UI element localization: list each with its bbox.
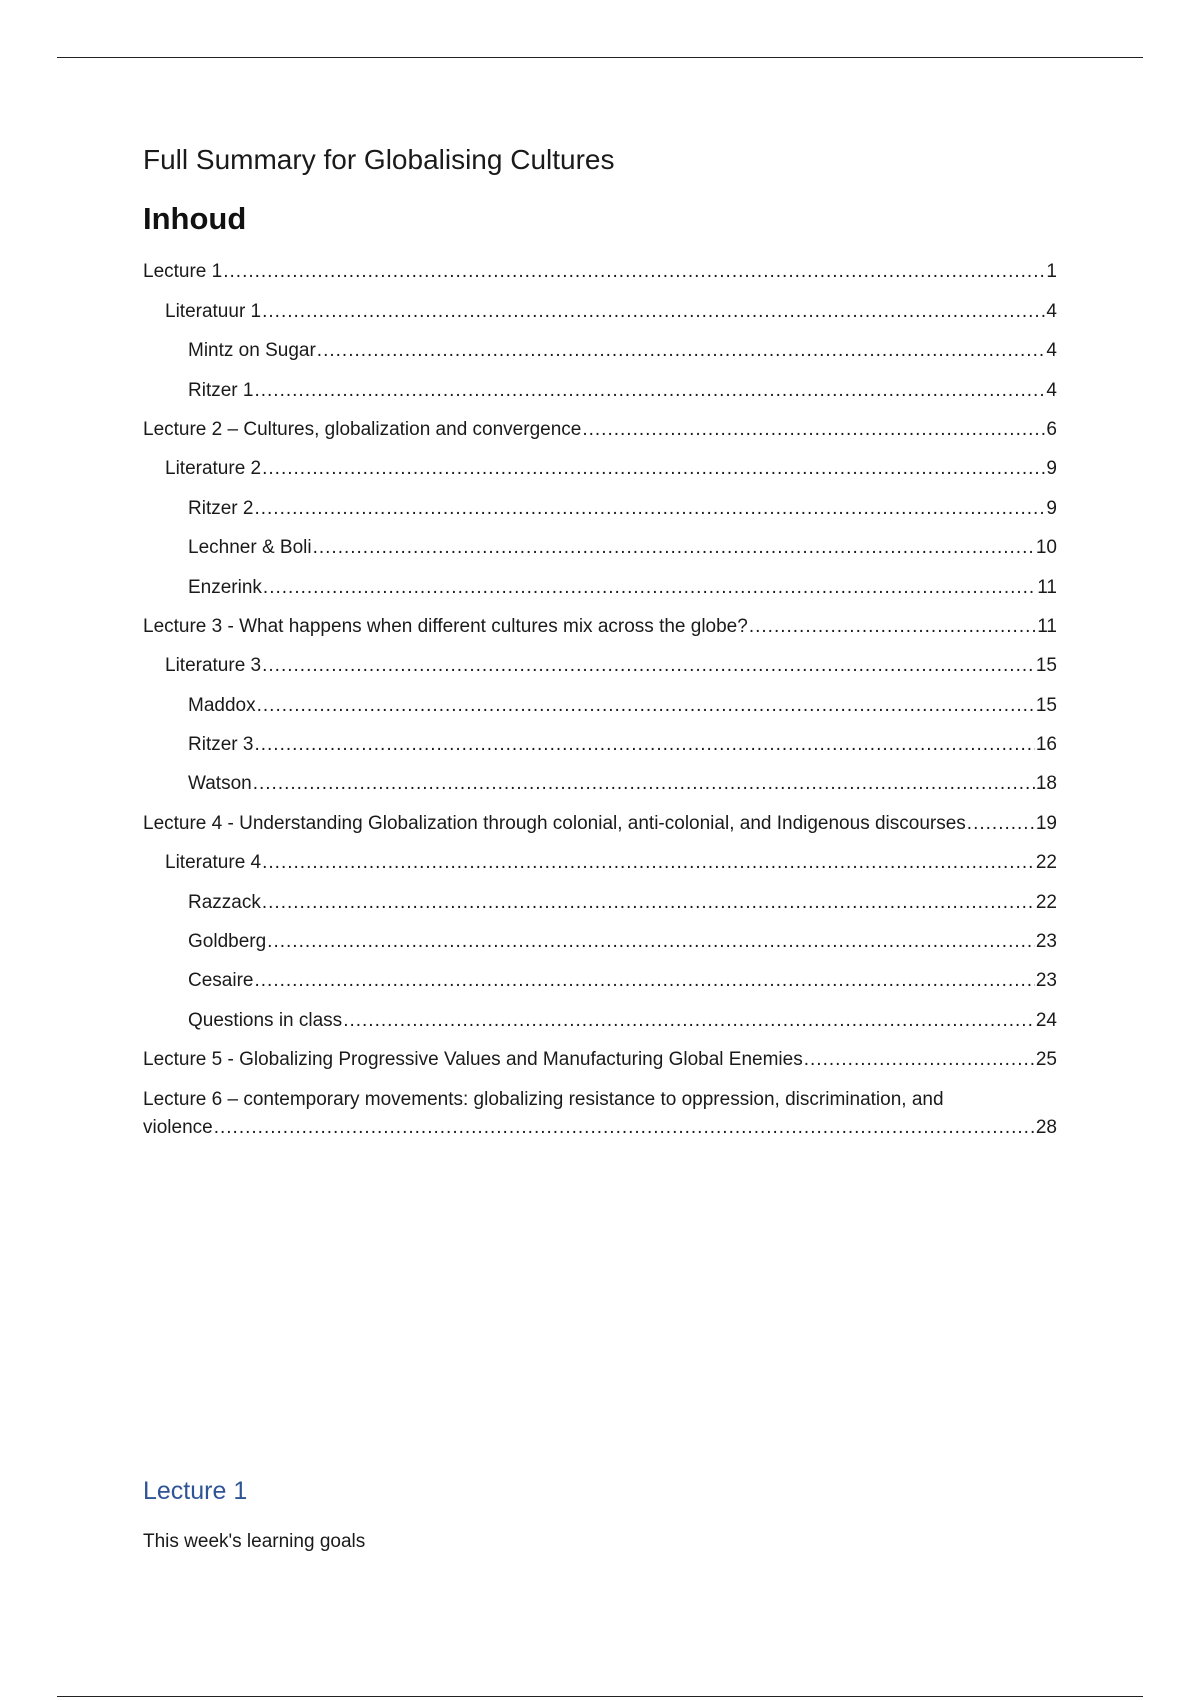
toc-entry[interactable] — [143, 837, 1057, 876]
toc-entry[interactable] — [143, 404, 1057, 443]
toc-entry-title: Ritzer 1 — [188, 379, 254, 401]
toc-leader — [749, 614, 1036, 640]
document-title: Full Summary for Globalising Cultures — [143, 144, 615, 175]
section-heading-lecture-1: Lecture 1 — [143, 1477, 248, 1505]
toc-entry-page: 9 — [1046, 497, 1057, 519]
toc-entry-page: 11 — [1037, 615, 1057, 637]
toc-leader — [257, 693, 1035, 719]
toc-leader — [263, 575, 1036, 601]
body-paragraph: This week's learning goals — [143, 1531, 366, 1552]
toc-entry[interactable] — [143, 679, 1057, 718]
toc-entry[interactable] — [143, 955, 1057, 994]
toc-leader — [313, 535, 1035, 561]
toc-leader — [262, 850, 1035, 876]
toc-entry-title: Ritzer 2 — [188, 497, 254, 519]
toc-entry[interactable] — [143, 561, 1057, 600]
toc-entry-page: 9 — [1046, 458, 1057, 480]
toc-entry-title: Lecture 2 – Cultures, globalization and convergence — [143, 418, 582, 440]
toc-entry-title: Literature 3 — [165, 655, 262, 677]
toc-leader — [254, 732, 1034, 758]
toc-entry[interactable] — [143, 482, 1057, 521]
toc-entry-page: 28 — [1035, 1117, 1057, 1139]
toc-entry-page: 11 — [1037, 576, 1057, 598]
toc-leader — [267, 929, 1035, 955]
toc-entry-page: 4 — [1046, 379, 1057, 401]
toc-leader — [262, 299, 1045, 325]
toc-heading: Inhoud — [143, 201, 247, 236]
toc-leader — [582, 417, 1045, 443]
toc-leader — [967, 811, 1035, 837]
toc-entry-title: Lecture 5 - Globalizing Progressive Values and Manufacturing Global Enemies — [143, 1049, 803, 1071]
toc-entry[interactable] — [143, 1073, 1057, 1142]
toc-entry[interactable] — [143, 797, 1057, 836]
toc-entry[interactable] — [143, 522, 1057, 561]
toc-leader — [254, 378, 1045, 404]
toc-entry[interactable] — [143, 758, 1057, 797]
toc-entry[interactable] — [143, 876, 1057, 915]
toc-leader — [262, 653, 1035, 679]
toc-leader — [262, 456, 1045, 482]
toc-leader — [254, 496, 1045, 522]
toc-entry-title: Literature 4 — [165, 852, 262, 874]
toc-leader — [262, 890, 1035, 916]
toc-entry-page: 6 — [1046, 418, 1057, 440]
toc-entry-page: 25 — [1035, 1049, 1057, 1071]
toc-entry[interactable] — [143, 601, 1057, 640]
toc-entry-title: Goldberg — [188, 931, 267, 953]
toc-entry-page: 16 — [1035, 734, 1057, 756]
toc-entry-title: Literatuur 1 — [165, 300, 262, 322]
toc-entry-page: 18 — [1035, 773, 1057, 795]
toc-entry-page: 19 — [1035, 812, 1057, 834]
toc-entry-page: 23 — [1035, 931, 1057, 953]
toc-entry-page: 15 — [1035, 694, 1057, 716]
toc-entry-title: Maddox — [188, 694, 256, 716]
toc-entry-page: 24 — [1035, 1009, 1057, 1031]
toc-entry-page: 4 — [1046, 340, 1057, 362]
toc-entry[interactable] — [143, 285, 1057, 324]
toc-entry-page: 10 — [1035, 537, 1057, 559]
toc-entry[interactable] — [143, 246, 1057, 285]
toc-entry-title: Lecture 3 - What happens when different cultures mix across the globe? — [143, 615, 748, 637]
document-body — [143, 140, 1057, 1142]
toc-leader — [214, 1114, 1035, 1142]
toc-entry-page: 22 — [1035, 852, 1057, 874]
toc-entry[interactable] — [143, 443, 1057, 482]
toc-entry-title: Watson — [188, 773, 252, 795]
toc-entry-title: Questions in class — [188, 1009, 343, 1031]
toc-entry-page: 4 — [1046, 300, 1057, 322]
toc-entry-title: Cesaire — [188, 970, 254, 992]
toc-leader — [343, 1008, 1035, 1034]
toc-entry[interactable] — [143, 916, 1057, 955]
footer-rule — [57, 1696, 1143, 1697]
toc-entry[interactable] — [143, 364, 1057, 403]
toc-entry-title: Enzerink — [188, 576, 262, 598]
table-of-contents — [143, 246, 1057, 1142]
toc-leader — [804, 1047, 1035, 1073]
toc-entry[interactable] — [143, 994, 1057, 1033]
toc-entry-title: Lecture 4 - Understanding Globalization through colonial, anti-colonial, and Indigenous discourses — [143, 812, 966, 834]
toc-entry-page: 1 — [1046, 261, 1057, 283]
toc-entry[interactable] — [143, 640, 1057, 679]
toc-entry-page: 23 — [1035, 970, 1057, 992]
toc-entry-title-continued: violence — [143, 1117, 213, 1139]
toc-entry-title: Lecture 6 – contemporary movements: globalizing resistance to oppression, discrimination, and — [143, 1089, 944, 1111]
toc-entry-title: Mintz on Sugar — [188, 340, 316, 362]
toc-entry-title: Razzack — [188, 891, 261, 913]
toc-leader — [254, 968, 1034, 994]
toc-entry[interactable] — [143, 719, 1057, 758]
toc-entry[interactable] — [143, 325, 1057, 364]
toc-entry-title: Ritzer 3 — [188, 734, 254, 756]
toc-entry-page: 15 — [1035, 655, 1057, 677]
toc-leader — [253, 771, 1035, 797]
toc-entry-title: Lechner & Boli — [188, 537, 312, 559]
toc-entry-title: Literature 2 — [165, 458, 262, 480]
toc-entry[interactable] — [143, 1034, 1057, 1073]
header-rule — [57, 57, 1143, 58]
toc-leader — [317, 338, 1046, 364]
toc-entry-title: Lecture 1 — [143, 261, 223, 283]
toc-leader — [223, 259, 1045, 285]
toc-entry-page: 22 — [1035, 891, 1057, 913]
